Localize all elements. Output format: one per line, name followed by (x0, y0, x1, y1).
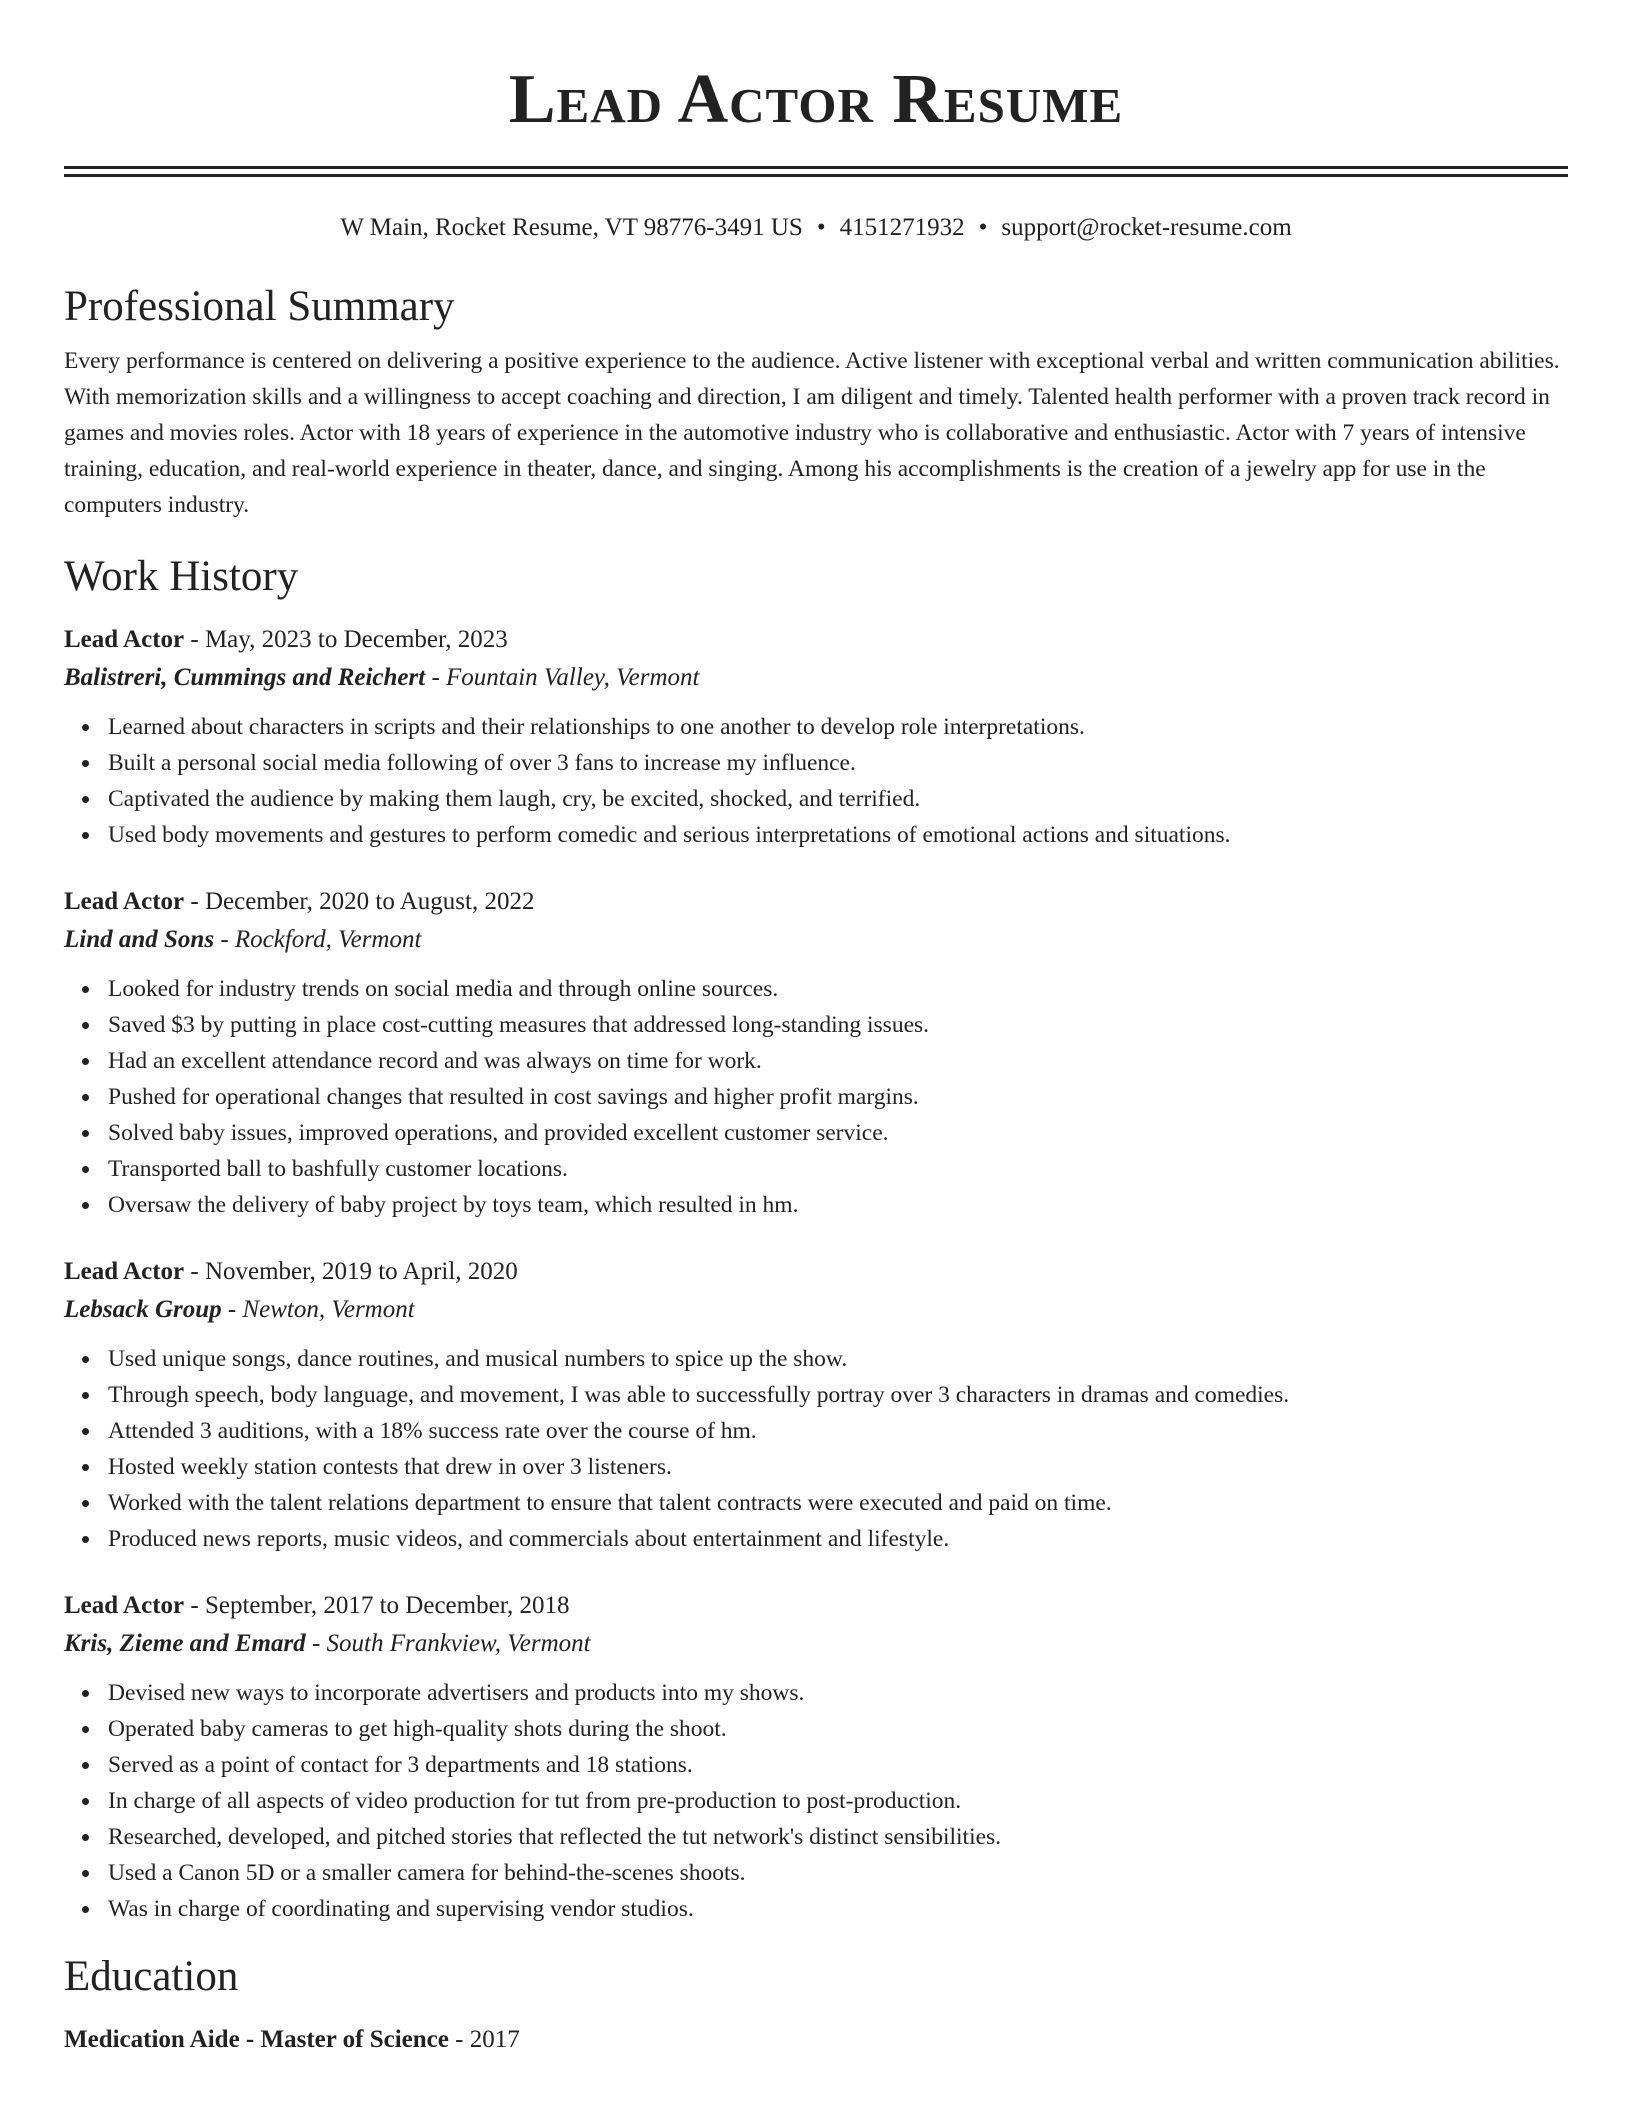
job-dash: - (221, 1296, 243, 1323)
job-dash: - (184, 626, 205, 653)
job-title: Lead Actor (64, 1592, 185, 1619)
job-dash: - (184, 1258, 205, 1285)
contact-line (64, 211, 1568, 245)
job-header (64, 1587, 1568, 1625)
contact-separator: • (978, 214, 988, 241)
job-duties-list (64, 971, 1568, 1223)
job-dash: - (184, 1592, 205, 1619)
job-duties-list (64, 1341, 1568, 1557)
job-company-line (64, 1625, 1568, 1663)
job-duties-list (64, 1675, 1568, 1927)
list-item: Pushed for operational changes that resulted in cost savings and higher profit margins. (108, 1079, 1568, 1115)
list-item: Worked with the talent relations department to ensure that talent contracts were executed and paid on time. (108, 1485, 1568, 1521)
job-header (64, 883, 1568, 921)
title-rule-top (64, 166, 1568, 169)
list-item: In charge of all aspects of video production for tut from pre-production to post-production. (108, 1783, 1568, 1819)
job-dash: - (425, 664, 447, 691)
resume-title: Lead Actor Resume (508, 61, 1124, 138)
job-header (64, 1253, 1568, 1291)
job-location: Rockford, Vermont (234, 926, 422, 953)
list-item: Solved baby issues, improved operations, and provided excellent customer service. (108, 1115, 1568, 1151)
job-dash: - (184, 888, 205, 915)
job-dates: September, 2017 to December, 2018 (204, 1592, 570, 1619)
job-location: Fountain Valley, Vermont (446, 664, 700, 691)
job-header (64, 621, 1568, 659)
education-degree: Medication Aide - Master of Science (64, 2026, 449, 2053)
job-company: Balistreri, Cummings and Reichert (64, 664, 426, 691)
summary-heading: Professional Summary (64, 283, 455, 330)
job-company-line (64, 659, 1568, 697)
job-entry (64, 621, 1568, 853)
list-item: Hosted weekly station contests that drew in over 3 listeners. (108, 1449, 1568, 1485)
list-item: Devised new ways to incorporate advertisers and products into my shows. (108, 1675, 1568, 1711)
list-item: Learned about characters in scripts and their relationships to one another to develop role interpretations. (108, 709, 1568, 745)
job-company-line (64, 921, 1568, 959)
list-item: Researched, developed, and pitched stories that reflected the tut network's distinct sensibilities. (108, 1819, 1568, 1855)
education-list (64, 2021, 1568, 2059)
list-item: Oversaw the delivery of baby project by toys team, which resulted in hm. (108, 1187, 1568, 1223)
contact-email: support@rocket-resume.com (1001, 214, 1292, 241)
job-duties-list (64, 709, 1568, 853)
job-company: Lebsack Group (64, 1296, 222, 1323)
job-location: South Frankview, Vermont (326, 1630, 591, 1657)
job-entry (64, 1253, 1568, 1557)
job-dates: November, 2019 to April, 2020 (204, 1258, 518, 1285)
list-item: Served as a point of contact for 3 departments and 18 stations. (108, 1747, 1568, 1783)
list-item: Transported ball to bashfully customer locations. (108, 1151, 1568, 1187)
job-title: Lead Actor (64, 1258, 185, 1285)
list-item: Built a personal social media following of over 3 fans to increase my influence. (108, 745, 1568, 781)
job-dash: - (305, 1630, 327, 1657)
job-dates: December, 2020 to August, 2022 (204, 888, 535, 915)
job-entry (64, 1587, 1568, 1927)
job-company: Kris, Zieme and Emard (64, 1630, 306, 1657)
work-history-list (64, 621, 1568, 1927)
list-item: Was in charge of coordinating and supervising vendor studios. (108, 1891, 1568, 1927)
contact-phone: 4151271932 (839, 214, 965, 241)
job-dash: - (214, 926, 235, 953)
job-title: Lead Actor (64, 888, 185, 915)
job-title: Lead Actor (64, 626, 185, 653)
job-company-line (64, 1291, 1568, 1329)
education-dash: - (448, 2026, 470, 2053)
summary-text: Every performance is centered on delivering a positive experience to the audience. Active listener with exceptional verbal and written communication abilities. With memorization skills and a willingness to accept coaching and direction, I am diligent and timely. Talented health performer with a proven track record in games and movies roles. Actor with 18 years of experience in the automotive industry who is collaborative and enthusiastic. Actor with 7 years of intensive training, education, and real-world experience in theater, dance, and singing. Among his accomplishments is the creation of a jewelry app for use in the computers industry. (64, 348, 1560, 518)
list-item: Operated baby cameras to get high-quality shots during the shoot. (108, 1711, 1568, 1747)
education-heading: Education (64, 1953, 239, 2000)
job-dates: May, 2023 to December, 2023 (204, 626, 508, 653)
list-item: Saved $3 by putting in place cost-cutting measures that addressed long-standing issues. (108, 1007, 1568, 1043)
job-company: Lind and Sons (64, 926, 215, 953)
list-item: Used body movements and gestures to perform comedic and serious interpretations of emotional actions and situations. (108, 817, 1568, 853)
list-item: Produced news reports, music videos, and commercials about entertainment and lifestyle. (108, 1521, 1568, 1557)
list-item: Looked for industry trends on social media and through online sources. (108, 971, 1568, 1007)
contact-address: W Main, Rocket Resume, VT 98776-3491 US (340, 214, 803, 241)
contact-separator: • (816, 214, 826, 241)
job-entry (64, 883, 1568, 1223)
list-item: Used a Canon 5D or a smaller camera for behind-the-scenes shoots. (108, 1855, 1568, 1891)
education-entry (64, 2021, 1568, 2059)
list-item: Attended 3 auditions, with a 18% success rate over the course of hm. (108, 1413, 1568, 1449)
list-item: Used unique songs, dance routines, and musical numbers to spice up the show. (108, 1341, 1568, 1377)
work-history-heading: Work History (64, 553, 299, 600)
list-item: Captivated the audience by making them laugh, cry, be excited, shocked, and terrified. (108, 781, 1568, 817)
list-item: Through speech, body language, and movement, I was able to successfully portray over 3 characters in dramas and comedies. (108, 1377, 1568, 1413)
list-item: Had an excellent attendance record and was always on time for work. (108, 1043, 1568, 1079)
education-year: 2017 (469, 2026, 520, 2053)
job-location: Newton, Vermont (242, 1296, 415, 1323)
title-rule-bottom (64, 174, 1568, 177)
